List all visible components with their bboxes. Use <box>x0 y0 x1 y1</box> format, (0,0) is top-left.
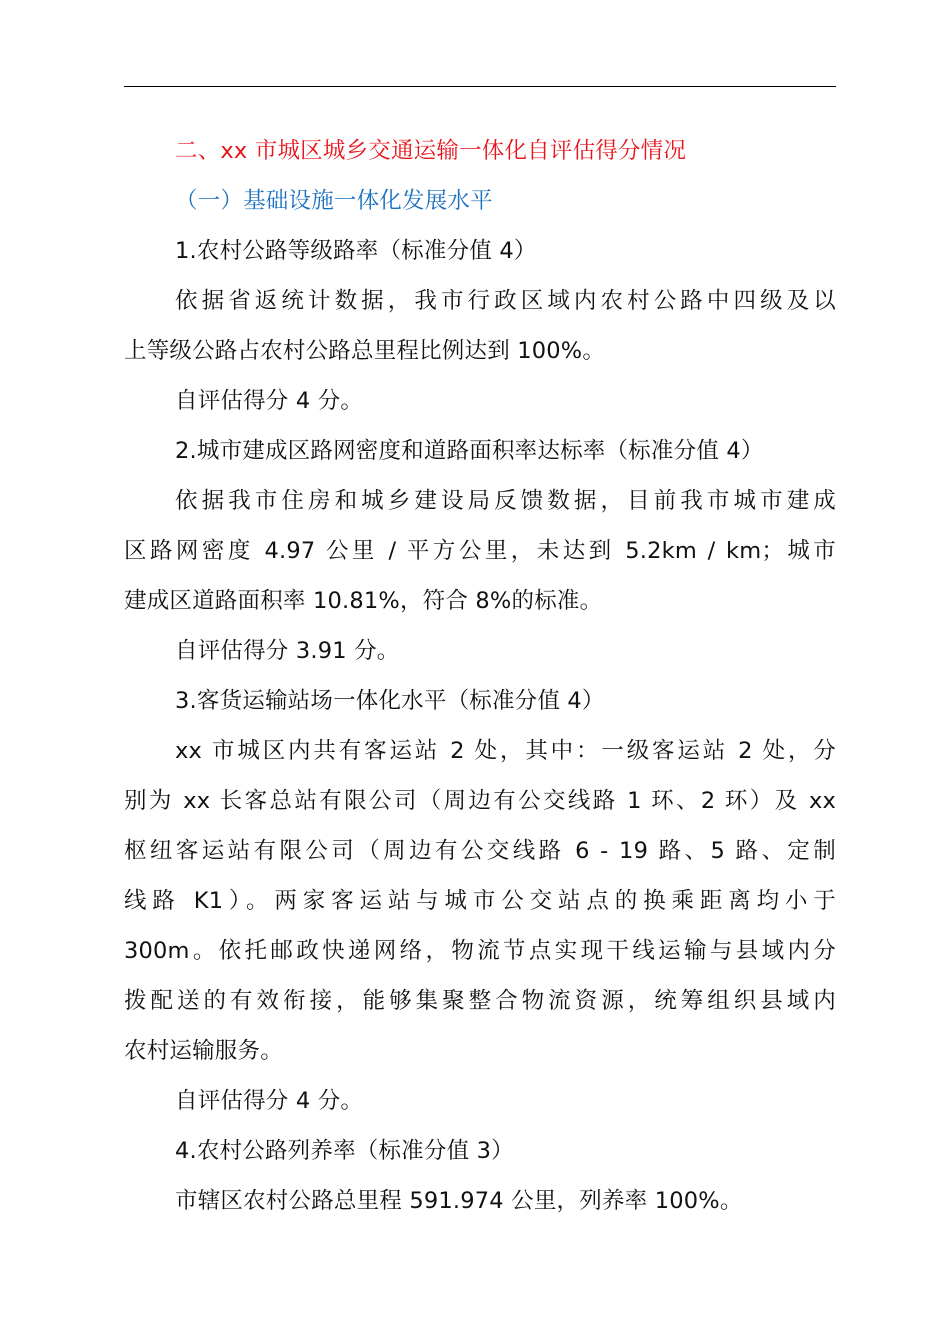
item-title: 3.客货运输站场一体化水平（标准分值 4） <box>175 688 605 714</box>
document-body <box>124 126 836 1226</box>
paragraph-line: 市辖区农村公路总里程 591.974 公里，列养率 100%。 <box>175 1188 743 1214</box>
paragraph-line: 建成区道路面积率 10.81%，符合 8%的标准。 <box>124 588 603 614</box>
paragraph-line: 依据我市住房和城乡建设局反馈数据，目前我市城市建成 <box>175 488 836 514</box>
score-line: 自评估得分 4 分。 <box>175 388 364 414</box>
subsection-heading: （一）基础设施一体化发展水平 <box>175 188 493 214</box>
item-title: 2.城市建成区路网密度和道路面积率达标率（标准分值 4） <box>175 438 764 464</box>
item-title: 4.农村公路列养率（标准分值 3） <box>175 1138 514 1164</box>
paragraph-line: 上等级公路占农村公路总里程比例达到 100%。 <box>124 338 606 364</box>
item-title: 1.农村公路等级路率（标准分值 4） <box>175 238 537 264</box>
paragraph-line: 300m。依托邮政快递网络，物流节点实现干线运输与县域内分 <box>124 938 836 964</box>
paragraph-line: 拨配送的有效衔接，能够集聚整合物流资源，统筹组织县域内 <box>124 988 836 1014</box>
section-heading: 二、xx 市城区城乡交通运输一体化自评估得分情况 <box>175 138 687 164</box>
score-line: 自评估得分 4 分。 <box>175 1088 364 1114</box>
paragraph-line: xx 市城区内共有客运站 2 处，其中：一级客运站 2 处，分 <box>175 738 836 764</box>
paragraph-line: 线路 K1）。两家客运站与城市公交站点的换乘距离均小于 <box>124 888 836 914</box>
paragraph-line: 农村运输服务。 <box>124 1038 283 1064</box>
paragraph-line: 枢纽客运站有限公司（周边有公交线路 6 - 19 路、5 路、定制 <box>124 838 836 864</box>
paragraph-line: 别为 xx 长客总站有限公司（周边有公交线路 1 环、2 环）及 xx <box>124 788 836 814</box>
header-rule <box>124 86 836 87</box>
paragraph-line: 依据省返统计数据，我市行政区域内农村公路中四级及以 <box>175 288 836 314</box>
paragraph-line: 区路网密度 4.97 公里 / 平方公里，未达到 5.2km / km；城市 <box>124 538 836 564</box>
score-line: 自评估得分 3.91 分。 <box>175 638 400 664</box>
